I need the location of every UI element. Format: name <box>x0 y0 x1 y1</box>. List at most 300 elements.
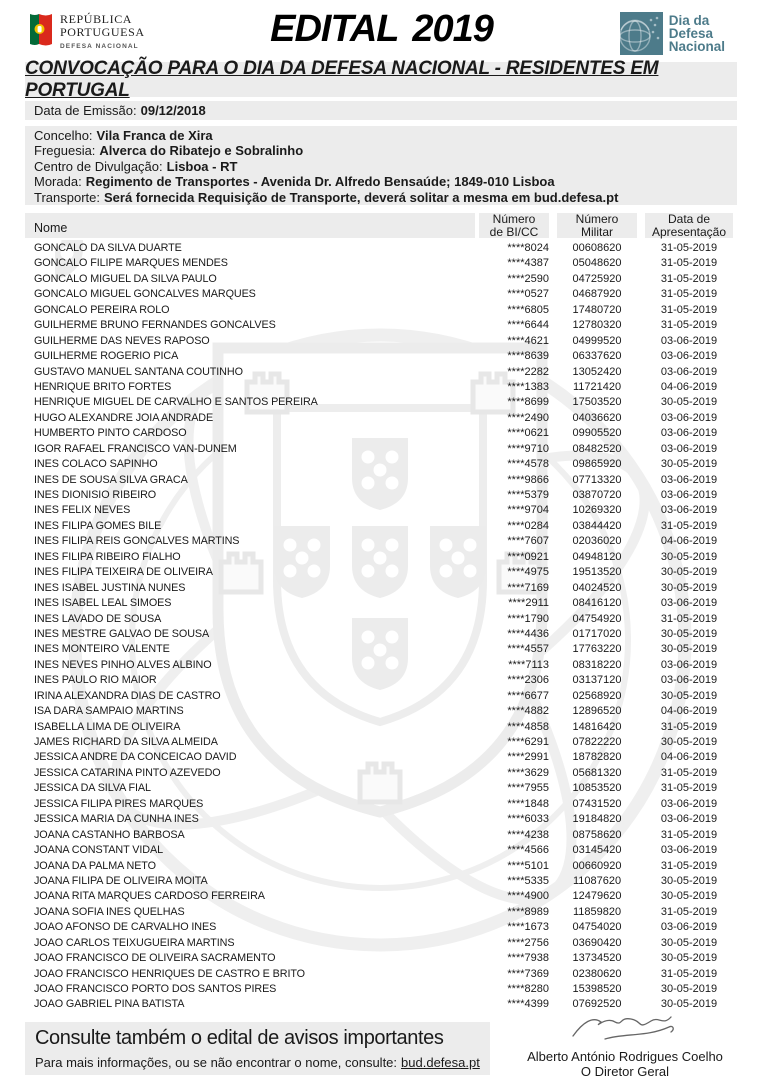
cell-military-number: 03137120 <box>572 674 622 687</box>
page-title: EDITAL 2019 <box>270 8 493 50</box>
cell-name: IGOR RAFAEL FRANCISCO VAN-DUNEM <box>34 442 237 455</box>
cell-name: INES PAULO RIO MAIOR <box>34 674 157 687</box>
cell-bicc-number: ****2991 <box>507 751 549 764</box>
cell-military-number: 19513520 <box>572 566 622 579</box>
cell-presentation-date: 03-06-2019 <box>660 365 718 378</box>
cell-military-number: 03870720 <box>572 489 622 501</box>
cell-presentation-date: 30-05-2019 <box>660 890 718 903</box>
cell-military-number: 17503520 <box>572 396 622 409</box>
info-row-transporte <box>34 190 728 205</box>
signer-role: O Diretor Geral <box>580 1064 670 1079</box>
cell-presentation-date: 31-05-2019 <box>660 242 718 254</box>
cell-presentation-date: 31-05-2019 <box>660 272 718 285</box>
table-row <box>25 889 737 904</box>
cell-presentation-date: 31-05-2019 <box>660 720 718 733</box>
cell-presentation-date: 04-06-2019 <box>660 751 718 764</box>
cell-military-number: 09905520 <box>572 427 622 440</box>
column-header-bicc-line2: de BI/CC <box>489 224 539 239</box>
gov-logo-line2: PORTUGUESA <box>60 24 145 39</box>
cell-presentation-date: 03-06-2019 <box>660 797 718 810</box>
cell-name: INES NEVES PINHO ALVES ALBINO <box>34 658 212 671</box>
cell-bicc-number: ****1848 <box>507 797 549 810</box>
cell-name: INES DIONISIO RIBEIRO <box>34 489 157 501</box>
cell-name: INES ISABEL JUSTINA NUNES <box>34 581 186 594</box>
cell-military-number: 04687920 <box>572 288 622 301</box>
cell-bicc-number: ****6677 <box>507 689 549 702</box>
cell-military-number: 11087620 <box>572 874 622 887</box>
cell-bicc-number: ****4557 <box>507 643 549 656</box>
cell-military-number: 02568920 <box>572 689 622 702</box>
table-row <box>25 658 737 673</box>
cell-military-number: 07431520 <box>572 797 622 810</box>
cell-military-number: 04754020 <box>572 921 622 934</box>
cell-military-number: 08416120 <box>572 597 622 610</box>
table-row <box>25 503 737 518</box>
column-header-militar-line1: Número <box>575 212 619 226</box>
cell-military-number: 02036020 <box>572 535 622 548</box>
cell-military-number: 09865920 <box>572 458 622 471</box>
convocation-banner <box>25 57 737 101</box>
table-row <box>25 812 737 827</box>
cell-bicc-number: ****2756 <box>507 936 549 949</box>
cell-presentation-date: 03-06-2019 <box>660 489 718 501</box>
cell-military-number: 03690420 <box>572 936 622 949</box>
cell-military-number: 18782820 <box>572 751 622 764</box>
table-row <box>25 627 737 642</box>
table-row <box>25 982 737 997</box>
table-row <box>25 303 737 318</box>
cell-presentation-date: 31-05-2019 <box>660 905 718 918</box>
table-row <box>25 395 737 410</box>
info-label: Morada: <box>34 174 82 190</box>
cell-bicc-number: ****0284 <box>507 519 549 532</box>
cell-name: GONCALO PEREIRA ROLO <box>34 303 170 316</box>
bud-defesa-link[interactable]: bud.defesa.pt <box>401 1055 480 1070</box>
cell-military-number: 02380620 <box>572 967 622 980</box>
cell-military-number: 11859820 <box>572 905 622 918</box>
table-row <box>25 473 737 488</box>
cell-presentation-date: 03-06-2019 <box>660 350 718 363</box>
table-row <box>25 318 737 333</box>
cell-name: HENRIQUE BRITO FORTES <box>34 380 172 393</box>
cell-presentation-date: 03-06-2019 <box>660 427 718 440</box>
cell-military-number: 14816420 <box>572 720 622 733</box>
cell-name: JESSICA ANDRE DA CONCEICAO DAVID <box>34 751 237 764</box>
notice-subtext <box>35 1052 480 1073</box>
cell-presentation-date: 30-05-2019 <box>660 396 718 409</box>
cell-bicc-number: ****7369 <box>507 967 549 980</box>
cell-military-number: 05681320 <box>572 766 622 779</box>
cell-bicc-number: ****4436 <box>507 627 549 640</box>
info-value: Vila Franca de Xira <box>96 128 213 143</box>
cell-presentation-date: 31-05-2019 <box>660 766 718 779</box>
cell-name: JOAO FRANCISCO HENRIQUES DE CASTRO E BRITO <box>34 967 305 980</box>
cell-bicc-number: ****9866 <box>507 473 549 486</box>
cell-bicc-number: ****8280 <box>507 983 549 995</box>
table-row <box>25 380 737 395</box>
cell-bicc-number: ****7113 <box>508 658 549 671</box>
table-row <box>25 550 737 565</box>
cell-military-number: 13052420 <box>572 365 622 378</box>
table-row <box>25 704 737 719</box>
notice-info-text: Para mais informações, ou se não encontrar o nome, consulte: <box>35 1055 398 1070</box>
info-row-centro-divulgacao <box>34 159 728 174</box>
cell-name: JOAO GABRIEL PINA BATISTA <box>34 998 185 1011</box>
cell-presentation-date: 30-05-2019 <box>660 998 718 1011</box>
cell-bicc-number: ****4621 <box>507 334 549 347</box>
gov-logo-line1: REPÚBLICA <box>60 12 133 26</box>
table-row <box>25 581 737 596</box>
cell-presentation-date: 04-06-2019 <box>660 705 718 718</box>
cell-presentation-date: 30-05-2019 <box>660 566 718 579</box>
cell-presentation-date: 31-05-2019 <box>660 828 718 841</box>
cell-military-number: 17763220 <box>572 643 622 656</box>
cell-name: JESSICA FILIPA PIRES MARQUES <box>34 797 204 810</box>
cell-presentation-date: 03-06-2019 <box>660 674 718 687</box>
cell-military-number: 01717020 <box>572 627 622 640</box>
cell-name: INES COLACO SAPINHO <box>34 458 158 471</box>
emission-date-value: 09/12/2018 <box>140 103 206 118</box>
column-header-militar-line2: Militar <box>581 224 613 239</box>
cell-presentation-date: 03-06-2019 <box>660 658 718 671</box>
cell-military-number: 13734520 <box>572 952 622 965</box>
gov-logo-subtitle: DEFESA NACIONAL <box>60 43 139 50</box>
cell-presentation-date: 04-06-2019 <box>660 535 718 548</box>
cell-bicc-number: ****6291 <box>507 736 549 748</box>
session-info-box <box>25 126 737 205</box>
cell-military-number: 05048620 <box>572 257 622 270</box>
cell-presentation-date: 31-05-2019 <box>660 967 718 980</box>
cell-name: JESSICA CATARINA PINTO AZEVEDO <box>34 766 221 779</box>
cell-military-number: 10853520 <box>572 782 622 795</box>
convocation-title: CONVOCAÇÃO PARA O DIA DA DEFESA NACIONAL - RESIDENTES EM PORTUGAL <box>25 57 659 101</box>
cell-military-number: 06337620 <box>572 350 622 363</box>
cell-presentation-date: 03-06-2019 <box>660 921 718 934</box>
cell-presentation-date: 30-05-2019 <box>660 689 718 702</box>
info-row-concelho <box>34 128 728 143</box>
cell-name: GUILHERME BRUNO FERNANDES GONCALVES <box>34 319 276 332</box>
info-label: Centro de Divulgação: <box>34 158 163 174</box>
cell-bicc-number: ****4858 <box>507 720 549 733</box>
column-header-data-line1: Data de <box>667 212 711 226</box>
table-row <box>25 411 737 426</box>
cell-military-number: 07713320 <box>572 473 622 486</box>
cell-bicc-number: ****3629 <box>507 766 549 779</box>
cell-name: HUGO ALEXANDRE JOIA ANDRADE <box>34 411 214 424</box>
cell-bicc-number: ****7955 <box>507 782 549 795</box>
table-row <box>25 534 737 549</box>
column-header-bicc-line1: Número <box>492 212 536 226</box>
cell-bicc-number: ****8024 <box>507 242 549 254</box>
table-row <box>25 905 737 920</box>
cell-bicc-number: ****5101 <box>507 859 549 872</box>
cell-bicc-number: ****2282 <box>507 365 549 378</box>
table-row <box>25 828 737 843</box>
cell-military-number: 04725920 <box>572 272 622 285</box>
cell-bicc-number: ****0527 <box>507 288 549 301</box>
cell-bicc-number: ****4900 <box>507 890 549 903</box>
cell-name: GUILHERME ROGERIO PICA <box>34 350 179 363</box>
table-row <box>25 997 737 1012</box>
cell-presentation-date: 31-05-2019 <box>660 782 718 795</box>
cell-presentation-date: 04-06-2019 <box>660 380 718 393</box>
table-row <box>25 457 737 472</box>
cell-military-number: 15398520 <box>572 983 622 995</box>
cell-name: JOAO FRANCISCO PORTO DOS SANTOS PIRES <box>34 983 277 995</box>
cell-presentation-date: 31-05-2019 <box>660 612 718 625</box>
table-row <box>25 967 737 982</box>
cell-bicc-number: ****6644 <box>507 319 549 332</box>
info-label: Freguesia: <box>34 143 96 159</box>
cell-presentation-date: 31-05-2019 <box>660 288 718 301</box>
table-row <box>25 735 737 750</box>
cell-military-number: 04754920 <box>572 612 622 625</box>
table-row <box>25 874 737 889</box>
table-row <box>25 936 737 951</box>
table-row <box>25 287 737 302</box>
cell-military-number: 12896520 <box>572 705 622 718</box>
cell-bicc-number: ****7607 <box>507 535 549 548</box>
cell-presentation-date: 03-06-2019 <box>660 411 718 424</box>
cell-name: GONCALO MIGUEL DA SILVA PAULO <box>34 272 217 285</box>
emission-date-label: Data de Emissão: <box>34 103 137 118</box>
cell-name: ISABELLA LIMA DE OLIVEIRA <box>34 720 181 733</box>
cell-presentation-date: 30-05-2019 <box>660 643 718 656</box>
cell-bicc-number: ****2590 <box>507 272 549 285</box>
cell-name: HUMBERTO PINTO CARDOSO <box>34 427 187 440</box>
cell-military-number: 00608620 <box>572 242 622 254</box>
cell-bicc-number: ****4399 <box>507 998 549 1011</box>
table-row <box>25 720 737 735</box>
cell-military-number: 08318220 <box>572 658 622 671</box>
cell-name: IRINA ALEXANDRA DIAS DE CASTRO <box>34 689 221 702</box>
cell-military-number: 07692520 <box>572 998 622 1011</box>
table-row <box>25 797 737 812</box>
info-value: Alverca do Ribatejo e Sobralinho <box>99 143 304 159</box>
cell-bicc-number: ****5379 <box>507 489 549 501</box>
table-row <box>25 951 737 966</box>
ddn-logo-line1: Dia da <box>668 13 710 28</box>
cell-bicc-number: ****8989 <box>507 905 549 918</box>
info-label: Concelho: <box>34 128 93 143</box>
cell-bicc-number: ****6805 <box>507 303 549 316</box>
table-row <box>25 365 737 380</box>
cell-name: JOAO FRANCISCO DE OLIVEIRA SACRAMENTO <box>34 952 276 965</box>
table-row <box>25 766 737 781</box>
cell-presentation-date: 31-05-2019 <box>660 859 718 872</box>
cell-presentation-date: 30-05-2019 <box>660 952 718 965</box>
info-value: Lisboa - RT <box>166 158 238 174</box>
cell-bicc-number: ****9704 <box>507 504 549 517</box>
cell-name: JESSICA MARIA DA CUNHA INES <box>34 813 199 826</box>
signer-name: Alberto António Rodrigues Coelho <box>527 1049 723 1064</box>
info-value: Será fornecida Requisição de Transporte, deverá solitar a mesma em bud.defesa.pt <box>104 189 619 205</box>
cell-presentation-date: 31-05-2019 <box>660 319 718 332</box>
cell-bicc-number: ****4387 <box>507 257 549 270</box>
cell-name: JOAO AFONSO DE CARVALHO INES <box>34 921 217 934</box>
table-row <box>25 673 737 688</box>
cell-name: GONCALO MIGUEL GONCALVES MARQUES <box>34 288 256 301</box>
table-row <box>25 488 737 503</box>
cell-name: INES ISABEL LEAL SIMOES <box>34 597 172 610</box>
footer-notice-box <box>25 1022 490 1075</box>
cell-bicc-number: ****2306 <box>507 674 549 687</box>
cell-presentation-date: 03-06-2019 <box>660 844 718 857</box>
cell-name: JOANA DA PALMA NETO <box>34 859 156 872</box>
cell-presentation-date: 30-05-2019 <box>660 874 718 887</box>
column-header-nome: Nome <box>25 213 475 238</box>
cell-bicc-number: ****5335 <box>507 874 549 887</box>
cell-military-number: 03844420 <box>572 519 622 532</box>
cell-bicc-number: ****1673 <box>507 921 549 934</box>
cell-presentation-date: 31-05-2019 <box>660 303 718 316</box>
cell-presentation-date: 30-05-2019 <box>660 983 718 995</box>
cell-military-number: 11721420 <box>572 380 622 393</box>
cell-name: GUSTAVO MANUEL SANTANA COUTINHO <box>34 365 243 378</box>
cell-presentation-date: 30-05-2019 <box>660 581 718 594</box>
table-row <box>25 781 737 796</box>
cell-bicc-number: ****4975 <box>507 566 549 579</box>
cell-presentation-date: 30-05-2019 <box>660 458 718 471</box>
table-row <box>25 256 737 271</box>
cell-military-number: 04024520 <box>572 581 622 594</box>
cell-name: INES FILIPA GOMES BILE <box>34 519 162 532</box>
cell-name: JOAO CARLOS TEIXUGUEIRA MARTINS <box>34 936 235 949</box>
cell-name: JOANA RITA MARQUES CARDOSO FERREIRA <box>34 890 265 903</box>
cell-military-number: 07822220 <box>572 736 622 748</box>
cell-bicc-number: ****9710 <box>507 442 549 455</box>
table-row <box>25 349 737 364</box>
cell-bicc-number: ****4238 <box>507 828 549 841</box>
info-value: Regimento de Transportes - Avenida Dr. Alfredo Bensaúde; 1849-010 Lisboa <box>85 174 555 190</box>
cell-name: INES FILIPA TEIXEIRA DE OLIVEIRA <box>34 566 213 579</box>
cell-name: INES DE SOUSA SILVA GRACA <box>34 473 188 486</box>
cell-presentation-date: 03-06-2019 <box>660 334 718 347</box>
column-header-militar <box>557 213 637 238</box>
info-row-morada <box>34 174 728 189</box>
table-row <box>25 689 737 704</box>
cell-bicc-number: ****8699 <box>507 396 549 409</box>
cell-bicc-number: ****2911 <box>508 597 549 610</box>
cell-military-number: 00660920 <box>572 859 622 872</box>
cell-presentation-date: 31-05-2019 <box>660 257 718 270</box>
cell-bicc-number: ****7938 <box>507 952 549 965</box>
cell-military-number: 10269320 <box>572 504 622 517</box>
cell-presentation-date: 03-06-2019 <box>660 813 718 826</box>
cell-name: INES FILIPA RIBEIRO FIALHO <box>34 550 181 563</box>
ddn-logo-line3: Nacional <box>668 39 725 54</box>
cell-name: ISA DARA SAMPAIO MARTINS <box>34 705 184 718</box>
cell-presentation-date: 30-05-2019 <box>660 550 718 563</box>
cell-bicc-number: ****6033 <box>507 813 549 826</box>
cell-bicc-number: ****4578 <box>507 458 549 471</box>
table-row <box>25 426 737 441</box>
emission-date-bar <box>25 101 737 120</box>
dia-da-defesa-nacional-logo <box>620 12 725 55</box>
table-row <box>25 272 737 287</box>
cell-presentation-date: 03-06-2019 <box>660 473 718 486</box>
cell-name: INES MESTRE GALVAO DE SOUSA <box>34 627 210 640</box>
cell-name: GUILHERME DAS NEVES RAPOSO <box>34 334 210 347</box>
table-row <box>25 596 737 611</box>
info-row-freguesia <box>34 143 728 158</box>
table-row <box>25 519 737 534</box>
ddn-logo-line2: Defesa <box>668 26 713 41</box>
cell-military-number: 12479620 <box>572 890 622 903</box>
signature-icon <box>565 1012 685 1042</box>
table-row <box>25 241 737 256</box>
cell-name: JOANA FILIPA DE OLIVEIRA MOITA <box>34 874 208 887</box>
cell-name: GONCALO FILIPE MARQUES MENDES <box>34 257 228 270</box>
cell-bicc-number: ****1383 <box>507 380 549 393</box>
cell-bicc-number: ****1790 <box>507 612 549 625</box>
cell-military-number: 08758620 <box>572 828 622 841</box>
cell-name: HENRIQUE MIGUEL DE CARVALHO E SANTOS PEREIRA <box>34 396 318 409</box>
cell-military-number: 12780320 <box>572 319 622 332</box>
cell-presentation-date: 30-05-2019 <box>660 936 718 949</box>
cell-military-number: 04999520 <box>572 334 622 347</box>
table-row <box>25 920 737 935</box>
cell-military-number: 04036620 <box>572 411 622 424</box>
table-row <box>25 442 737 457</box>
cell-name: INES FILIPA REIS GONCALVES MARTINS <box>34 535 240 548</box>
cell-name: INES MONTEIRO VALENTE <box>34 643 170 656</box>
cell-bicc-number: ****4566 <box>507 844 549 857</box>
cell-name: GONCALO DA SILVA DUARTE <box>34 242 182 254</box>
cell-presentation-date: 03-06-2019 <box>660 597 718 610</box>
cell-bicc-number: ****7169 <box>507 581 549 594</box>
table-row <box>25 642 737 657</box>
table-row <box>25 612 737 627</box>
table-row <box>25 565 737 580</box>
cell-presentation-date: 31-05-2019 <box>660 519 718 532</box>
convocation-table-body <box>25 241 737 1013</box>
cell-name: INES LAVADO DE SOUSA <box>34 612 162 625</box>
cell-military-number: 03145420 <box>572 844 622 857</box>
column-header-bicc <box>479 213 549 238</box>
notice-title: Consulte também o edital de avisos importantes <box>35 1027 444 1049</box>
cell-bicc-number: ****8639 <box>507 350 549 363</box>
column-header-data-line2: Apresentação <box>651 224 727 239</box>
cell-name: JAMES RICHARD DA SILVA ALMEIDA <box>34 736 218 748</box>
cell-presentation-date: 03-06-2019 <box>660 442 718 455</box>
cell-bicc-number: ****4882 <box>507 705 549 718</box>
cell-presentation-date: 03-06-2019 <box>660 504 718 517</box>
ddn-globe-icon <box>620 12 663 55</box>
table-row <box>25 843 737 858</box>
cell-military-number: 17480720 <box>572 303 622 316</box>
cell-name: INES FELIX NEVES <box>34 504 131 517</box>
cell-name: JOANA SOFIA INES QUELHAS <box>34 905 185 918</box>
cell-name: JOANA CONSTANT VIDAL <box>34 844 163 857</box>
cell-military-number: 04948120 <box>572 550 622 563</box>
cell-military-number: 08482520 <box>572 442 622 455</box>
cell-presentation-date: 30-05-2019 <box>660 736 718 748</box>
cell-bicc-number: ****2490 <box>507 411 549 424</box>
cell-name: JESSICA DA SILVA FIAL <box>34 782 151 795</box>
cell-bicc-number: ****0621 <box>507 427 549 440</box>
info-label: Transporte: <box>34 189 100 205</box>
table-row <box>25 750 737 765</box>
cell-military-number: 19184820 <box>572 813 622 826</box>
table-row <box>25 859 737 874</box>
column-header-data <box>645 213 733 238</box>
table-header <box>25 213 737 238</box>
cell-name: JOANA CASTANHO BARBOSA <box>34 828 185 841</box>
cell-bicc-number: ****0921 <box>507 550 549 563</box>
signature-block <box>495 1012 755 1079</box>
cell-presentation-date: 30-05-2019 <box>660 627 718 640</box>
